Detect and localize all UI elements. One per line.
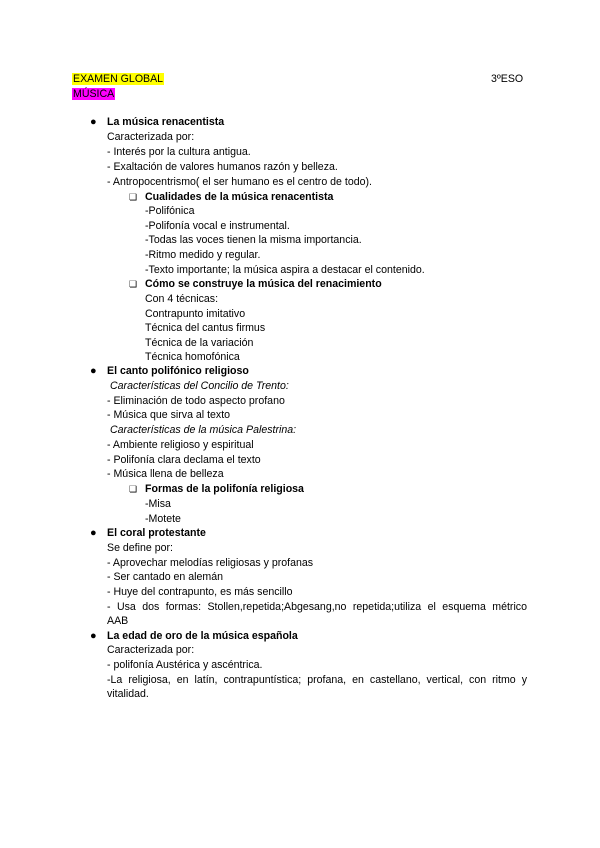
- text-line: - Ser cantado en alemán: [107, 571, 224, 583]
- bullet-icon: ●: [90, 116, 97, 128]
- text-line: - Ambiente religioso y espiritual: [107, 439, 254, 451]
- text-line: Caracterizada por:: [107, 131, 195, 143]
- text-line: AAB: [107, 615, 129, 627]
- text-line: - Antropocentrismo( el ser humano es el centro de todo).: [107, 176, 372, 188]
- italic-heading-palestrina: Características de la música Palestrina:: [110, 424, 297, 436]
- text-line: Técnica del cantus firmus: [145, 322, 266, 334]
- text-line: - Exaltación de valores humanos razón y belleza.: [107, 161, 338, 173]
- text-line: -Polifónica: [145, 205, 195, 217]
- section-title-coral: El coral protestante: [107, 527, 206, 539]
- subsection-title-construccion: Cómo se construye la música del renacimiento: [145, 278, 382, 290]
- text-line: Se define por:: [107, 542, 173, 554]
- text-line: - Polifonía clara declama el texto: [107, 454, 261, 466]
- text-line: -Motete: [145, 513, 181, 525]
- bullet-icon: ●: [90, 365, 97, 377]
- exam-title: [72, 72, 164, 87]
- text-line: - Música que sirva al texto: [107, 409, 231, 421]
- bullet-icon: ●: [90, 630, 97, 642]
- text-line-justified: - Usa dos formas: Stollen,repetida;Abgesang,no repetida;utiliza el esquema métrico: [107, 601, 527, 613]
- text-line: - Huye del contrapunto, es más sencillo: [107, 586, 293, 598]
- section-title-canto: El canto polifónico religioso: [107, 365, 249, 377]
- text-line: -Todas las voces tienen la misma importancia.: [145, 234, 362, 246]
- section-title-espanola: La edad de oro de la música española: [107, 630, 298, 642]
- text-line: -Ritmo medido y regular.: [145, 249, 261, 261]
- bullet-icon: ●: [90, 527, 97, 539]
- text-line: Técnica homofónica: [145, 351, 240, 363]
- text-line: - Eliminación de todo aspecto profano: [107, 395, 285, 407]
- text-line: -Texto importante; la música aspira a destacar el contenido.: [145, 264, 425, 276]
- section-title-renacentista: La música renacentista: [107, 116, 225, 128]
- text-line: Técnica de la variación: [145, 337, 254, 349]
- text-line: -Polifonía vocal e instrumental.: [145, 220, 290, 232]
- checkbox-square-icon: ❏: [129, 192, 138, 202]
- subsection-title-cualidades: Cualidades de la música renacentista: [145, 191, 334, 203]
- text-line-justified: -La religiosa, en latín, contrapuntística; profana, en castellano, vertical, con ritmo y: [107, 674, 527, 686]
- text-line: - Música llena de belleza: [107, 468, 224, 480]
- text-line: Con 4 técnicas:: [145, 293, 219, 305]
- checkbox-square-icon: ❏: [129, 484, 138, 494]
- italic-heading-trento: Características del Concilio de Trento:: [110, 380, 289, 392]
- text-line: Caracterizada por:: [107, 644, 195, 656]
- subject-title: [72, 87, 115, 102]
- text-line: - Aprovechar melodías religiosas y profanas: [107, 557, 314, 569]
- text-line: vitalidad.: [107, 688, 149, 700]
- subject-title-text: MÚSICA: [73, 88, 115, 100]
- text-line: - polifonía Austérica y ascéntrica.: [107, 659, 263, 671]
- text-line: -Misa: [145, 498, 171, 510]
- text-line: Contrapunto imitativo: [145, 308, 246, 320]
- text-line: - Interés por la cultura antigua.: [107, 146, 251, 158]
- subsection-title-formas: Formas de la polifonía religiosa: [145, 483, 304, 495]
- grade-label: 3ºESO: [491, 73, 524, 85]
- exam-title-text: EXAMEN GLOBAL: [73, 73, 164, 85]
- checkbox-square-icon: ❏: [129, 279, 138, 289]
